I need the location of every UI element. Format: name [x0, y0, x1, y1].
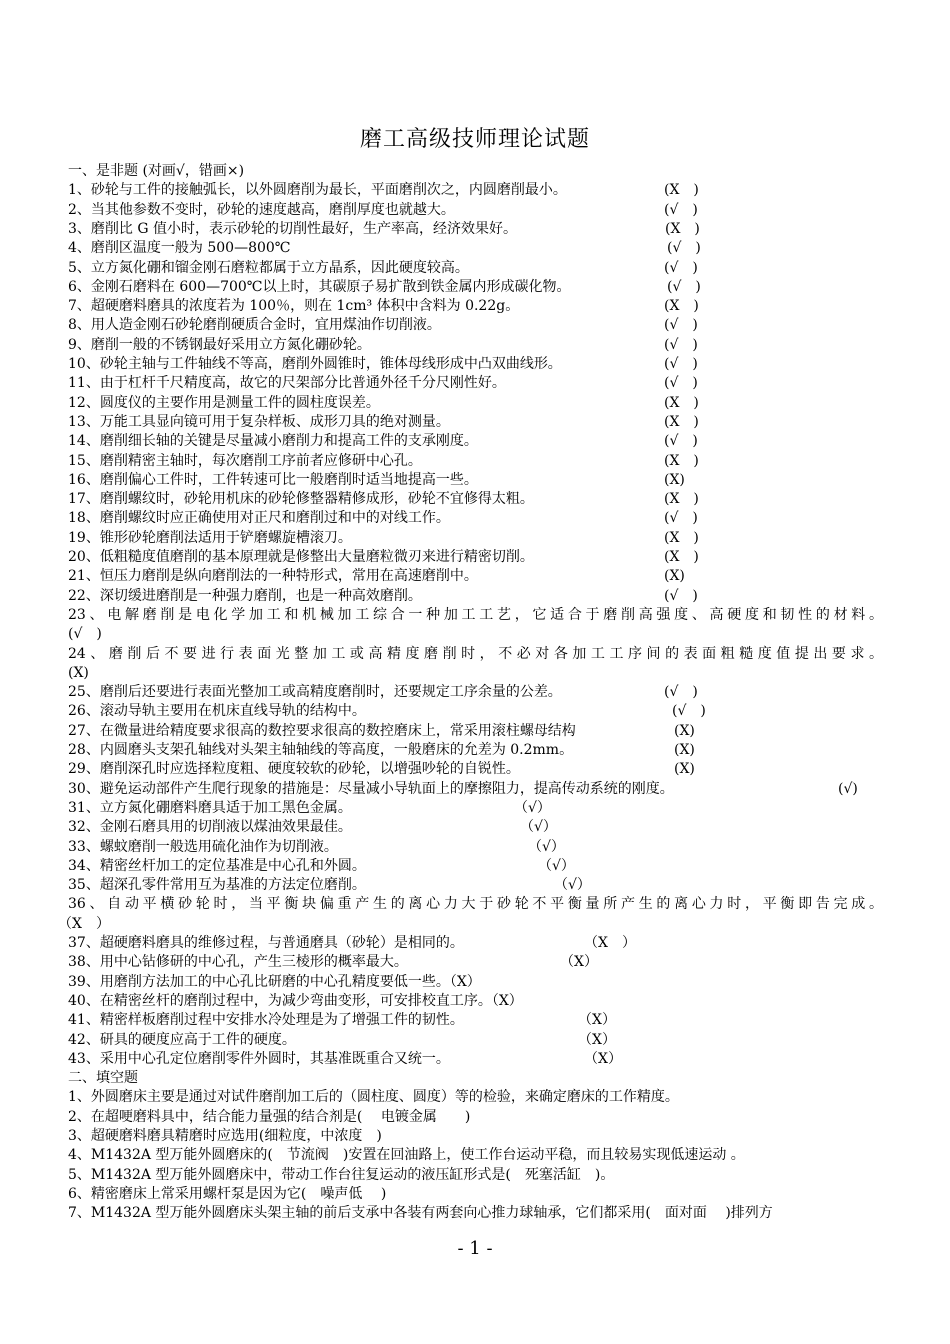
answer-mark: (X) [674, 742, 695, 758]
question-item [68, 702, 883, 721]
answer-mark: (√) [838, 780, 858, 797]
question-text: 39、用磨削方法加工的中心孔比研磨的中心孔精度要低一些。 [68, 973, 450, 990]
answer-mark: （X ） [58, 915, 110, 932]
answer-mark: (X ) [664, 413, 699, 430]
fill-blank-item [68, 1166, 883, 1185]
question-text: 15、磨削精密主轴时，每次磨削工序前者应修研中心孔。 [68, 452, 422, 469]
answer-mark: (√ ) [664, 684, 698, 701]
page-title: 磨工高级技师理论试题 [359, 127, 590, 152]
question-item [68, 181, 883, 200]
answer-mark: (X ) [664, 394, 699, 411]
question-text: 2、当其他参数不变时，砂轮的速度越高，磨削厚度也就越大。 [68, 201, 455, 218]
question-item [68, 413, 883, 432]
question-text: 7、超硬磨料磨具的浓度若为 100％，则在 1cm³ 体积中含料为 0.22g。 [68, 298, 520, 315]
question-item [68, 645, 883, 664]
question-item [68, 201, 883, 220]
answer-mark: (√ ) [664, 433, 698, 450]
question-text: 21、恒压力磨削是纵向磨削法的一种特形式，常用在高速磨削中。 [68, 568, 478, 585]
answer-mark: （X） [560, 954, 598, 971]
answer-mark: (√ ) [664, 587, 698, 604]
question-text: 28、内圆磨头支架孔轴线对头架主轴轴线的等高度，一般磨床的允差为 0.2mm。 [68, 742, 574, 758]
question-text: 18、磨削螺纹时应正确使用对正尺和磨削过和中的对线工作。 [68, 510, 450, 527]
answer-mark: （X） [578, 1012, 616, 1029]
question-text: 23、电解磨削是电化学加工和机械加工综合一种加工工艺，它适合于磨削高强度、高硬度和韧性的材料。 [68, 606, 883, 623]
question-item [68, 509, 883, 528]
question-text: 40、在精密丝杆的磨削过程中，为减少弯曲变形，可安排校直工序。 [68, 992, 492, 1009]
question-item [68, 876, 883, 895]
question-item [68, 374, 883, 393]
question-text: 13、万能工具显向镜可用于复杂样板、成形刀具的绝对测量。 [68, 413, 450, 430]
question-item [68, 336, 883, 355]
answer-mark: (X ) [665, 220, 700, 237]
question-item [68, 1011, 883, 1030]
question-text: 36、自动平横砂轮时，当平衡块偏重产生的离心力大于砂轮不平衡量所产生的离心力时，平衡即告完成。 [68, 896, 883, 913]
answer-mark: (√ ) [664, 356, 698, 372]
question-item [68, 992, 883, 1011]
answer-mark: (√ ) [68, 626, 102, 643]
question-item [68, 799, 883, 818]
question-item [68, 741, 883, 760]
fill-blank-item [68, 1146, 883, 1165]
answer-line [58, 915, 873, 934]
page-number: - 1 - [457, 1238, 493, 1259]
question-item [68, 587, 883, 606]
answer-mark: （√） [514, 799, 551, 816]
question-text: 7、M1432A 型万能外圆磨床头架主轴的前后支承中各装有两套向心推力球轴承，它们都采用( 面对面 )排列方 [68, 1205, 773, 1222]
question-item [68, 220, 883, 239]
question-text: 19、锥形砂轮磨削法适用于铲磨螺旋槽滚刀。 [68, 529, 352, 546]
answer-mark: (X ) [664, 549, 699, 565]
question-text: 20、低粗糙度值磨削的基本原理就是修整出大量磨粒微刃来进行精密切削。 [68, 549, 534, 565]
question-text: 38、用中心钻修研的中心孔，产生三棱形的概率最大。 [68, 954, 408, 971]
fill-blank-item [68, 1108, 883, 1127]
question-text: 14、磨削细长轴的关键是尽量减小磨削力和提高工件的支承刚度。 [68, 433, 478, 450]
question-text: 1、砂轮与工件的接触弧长，以外圆磨削为最长，平面磨削次之，内圆磨削最小。 [68, 182, 567, 199]
answer-mark: (√ ) [664, 201, 698, 218]
answer-mark: (√ ) [664, 259, 698, 276]
question-item [68, 259, 883, 278]
answer-mark: (√ ) [664, 336, 698, 353]
question-item [68, 278, 883, 297]
question-text: 30、避免运动部件产生爬行现象的措施是：尽量减小导轨面上的摩擦阻力，提高传动系统的刚度。 [68, 780, 674, 797]
question-item [68, 239, 883, 258]
answer-mark: (√ ) [667, 278, 701, 295]
question-text: 3、磨削比 G 值小时，表示砂轮的切削性最好，生产率高，经济效果好。 [68, 220, 517, 237]
question-text: 25、磨削后还要进行表面光整加工或高精度磨削时，还要规定工序余量的公差。 [68, 684, 562, 701]
answer-mark: (X ) [664, 298, 699, 315]
fill-blank-item [68, 1088, 883, 1107]
answer-mark: (X) [664, 471, 685, 488]
question-item [68, 683, 883, 702]
answer-mark: (√ ) [664, 375, 698, 392]
question-text: 10、砂轮主轴与工件轴线不等高，磨削外圆锥时，锥体母线形成中凸双曲线形。 [68, 356, 562, 372]
question-text: 34、精密丝杆加工的定位基准是中心孔和外圆。 [68, 857, 366, 874]
answer-mark: (X ) [664, 529, 699, 546]
question-text: 31、立方氮化硼磨料磨具适于加工黑色金属。 [68, 799, 352, 816]
question-item [68, 818, 883, 837]
answer-line [68, 664, 883, 683]
question-item [68, 953, 883, 972]
question-item [68, 780, 883, 799]
answer-mark: （X ） [584, 935, 636, 951]
question-text: 42、研具的硬度应高于工件的硬度。 [68, 1031, 296, 1048]
question-item [68, 1050, 883, 1069]
question-item [68, 567, 883, 586]
question-text: 一、是非题 (对画√，错画×) [68, 163, 245, 179]
question-item [68, 490, 883, 509]
answer-mark: (X) [664, 568, 685, 585]
answer-mark: (√ ) [672, 703, 706, 720]
answer-mark: （X） [491, 992, 523, 1009]
answer-mark: （X） [578, 1031, 616, 1048]
question-text: 43、采用中心孔定位磨削零件外圆时，其基准既重合又统一。 [68, 1050, 450, 1067]
question-text: 32、金刚石磨具用的切削液以煤油效果最佳。 [68, 819, 352, 836]
question-text: 4、磨削区温度一般为 500—800℃ [68, 240, 291, 257]
question-text: 12、圆度仪的主要作用是测量工件的圆柱度误差。 [68, 394, 380, 411]
question-item [68, 452, 883, 471]
question-item [68, 316, 883, 335]
answer-mark: （√） [538, 857, 575, 874]
question-text: 5、立方氮化硼和镏金刚石磨粒都属于立方晶系，因此硬度较高。 [68, 259, 469, 276]
question-text: 5、M1432A 型万能外圆磨床中，带动工作台往复运动的液压缸形式是( 死塞活缸 )。 [68, 1166, 615, 1183]
question-text: 26、滚动导轨主要用在机床直线导轨的结构中。 [68, 703, 366, 720]
question-item [68, 355, 883, 374]
section-heading [68, 162, 883, 181]
answer-mark: (X ) [664, 491, 699, 508]
question-text: 6、精密磨床上常采用螺杆泵是因为它( 噪声低 ) [68, 1185, 387, 1202]
section-heading [68, 1069, 883, 1088]
question-text: 27、在微量进给精度要求很高的数控要求很高的数控磨床上，常采用滚柱螺母结构 [68, 722, 576, 739]
question-item [68, 722, 883, 741]
answer-mark: (√ ) [664, 510, 698, 527]
answer-mark: (X ) [664, 182, 699, 199]
answer-mark: (√ ) [664, 317, 698, 334]
question-item [68, 857, 883, 876]
answer-mark: (X) [68, 664, 89, 681]
question-item [68, 973, 883, 992]
question-text: 16、磨削偏心工件时，工件转速可比一般磨削时适当地提高一些。 [68, 471, 478, 488]
question-text: 24、磨削后不要进行表面光整加工或高精度磨削时，不必对各加工工序间的表面粗糙度值提出要求。 [68, 645, 883, 662]
question-item [68, 838, 883, 857]
question-item [68, 432, 883, 451]
fill-blank-item [68, 1127, 883, 1146]
question-text: 3、超硬磨料磨具精磨时应选用(细粒度，中浓度 ) [68, 1128, 382, 1144]
question-text: 6、金刚石磨料在 600—700℃以上时，其碳原子易扩散到铁金属内形成碳化物。 [68, 278, 571, 295]
question-text: 33、螺蚊磨削一般选用硫化油作为切削液。 [68, 838, 338, 855]
fill-blank-item [68, 1204, 883, 1223]
question-item [68, 934, 883, 953]
question-text: 8、用人造金刚石砂轮磨削硬质合金时，宜用煤油作切削液。 [68, 317, 441, 334]
answer-mark: (X) [674, 722, 695, 739]
question-text: 4、M1432A 型万能外圆磨床的( 节流阀 )安置在回油路上，使工作台运动平稳，而且较易实现低速运动 。 [68, 1147, 745, 1164]
question-text: 17、磨削螺纹时，砂轮用机床的砂轮修整器精修成形，砂轮不宜修得太粗。 [68, 491, 534, 508]
question-text: 二、填空题 [68, 1070, 138, 1087]
question-item [68, 529, 883, 548]
answer-line [68, 625, 883, 644]
question-text: 37、超硬磨料磨具的维修过程，与普通磨具（砂轮）是相同的。 [68, 935, 464, 951]
fill-blank-item [68, 1185, 883, 1204]
question-item [68, 548, 883, 567]
question-text: 9、磨削一般的不锈钢最好采用立方氮化硼砂轮。 [68, 336, 371, 353]
answer-mark: (X) [674, 761, 695, 778]
answer-mark: （√） [554, 877, 591, 894]
question-text: 35、超深孔零件常用互为基准的方法定位磨削。 [68, 877, 366, 894]
question-item [68, 606, 883, 625]
answer-mark: (X ) [664, 452, 699, 469]
question-text: 29、磨削深孔时应选择粒度粗、硬度较软的砂轮，以增强吵轮的自锐性。 [68, 761, 520, 778]
question-item [68, 760, 883, 779]
question-text: 41、精密样板磨削过程中安排水冷处理是为了增强工件的韧性。 [68, 1012, 464, 1029]
question-item [68, 394, 883, 413]
question-text: 2、在超哽磨料具中，结合能力量强的结合剂是( 电镀金属 ) [68, 1108, 471, 1125]
question-text: 11、由于杠杆千尺精度高，故它的尺架部分比普通外径千分尺刚性好。 [68, 375, 506, 392]
question-text: 22、深切缓进磨削是一种强力磨削，也是一种高效磨削。 [68, 587, 422, 604]
question-item [68, 895, 883, 914]
answer-mark: （X） [584, 1050, 622, 1067]
answer-mark: （√） [520, 819, 557, 836]
question-item [68, 297, 883, 316]
question-item [68, 1031, 883, 1050]
answer-mark: (√ ) [667, 240, 701, 257]
answer-mark: （X） [449, 973, 481, 990]
question-item [68, 471, 883, 490]
answer-mark: （√） [528, 838, 565, 855]
question-text: 1、外圆磨床主要是通过对试件磨削加工后的（圆柱度、圆度）等的检验，来确定磨床的工作精度。 [68, 1089, 679, 1106]
